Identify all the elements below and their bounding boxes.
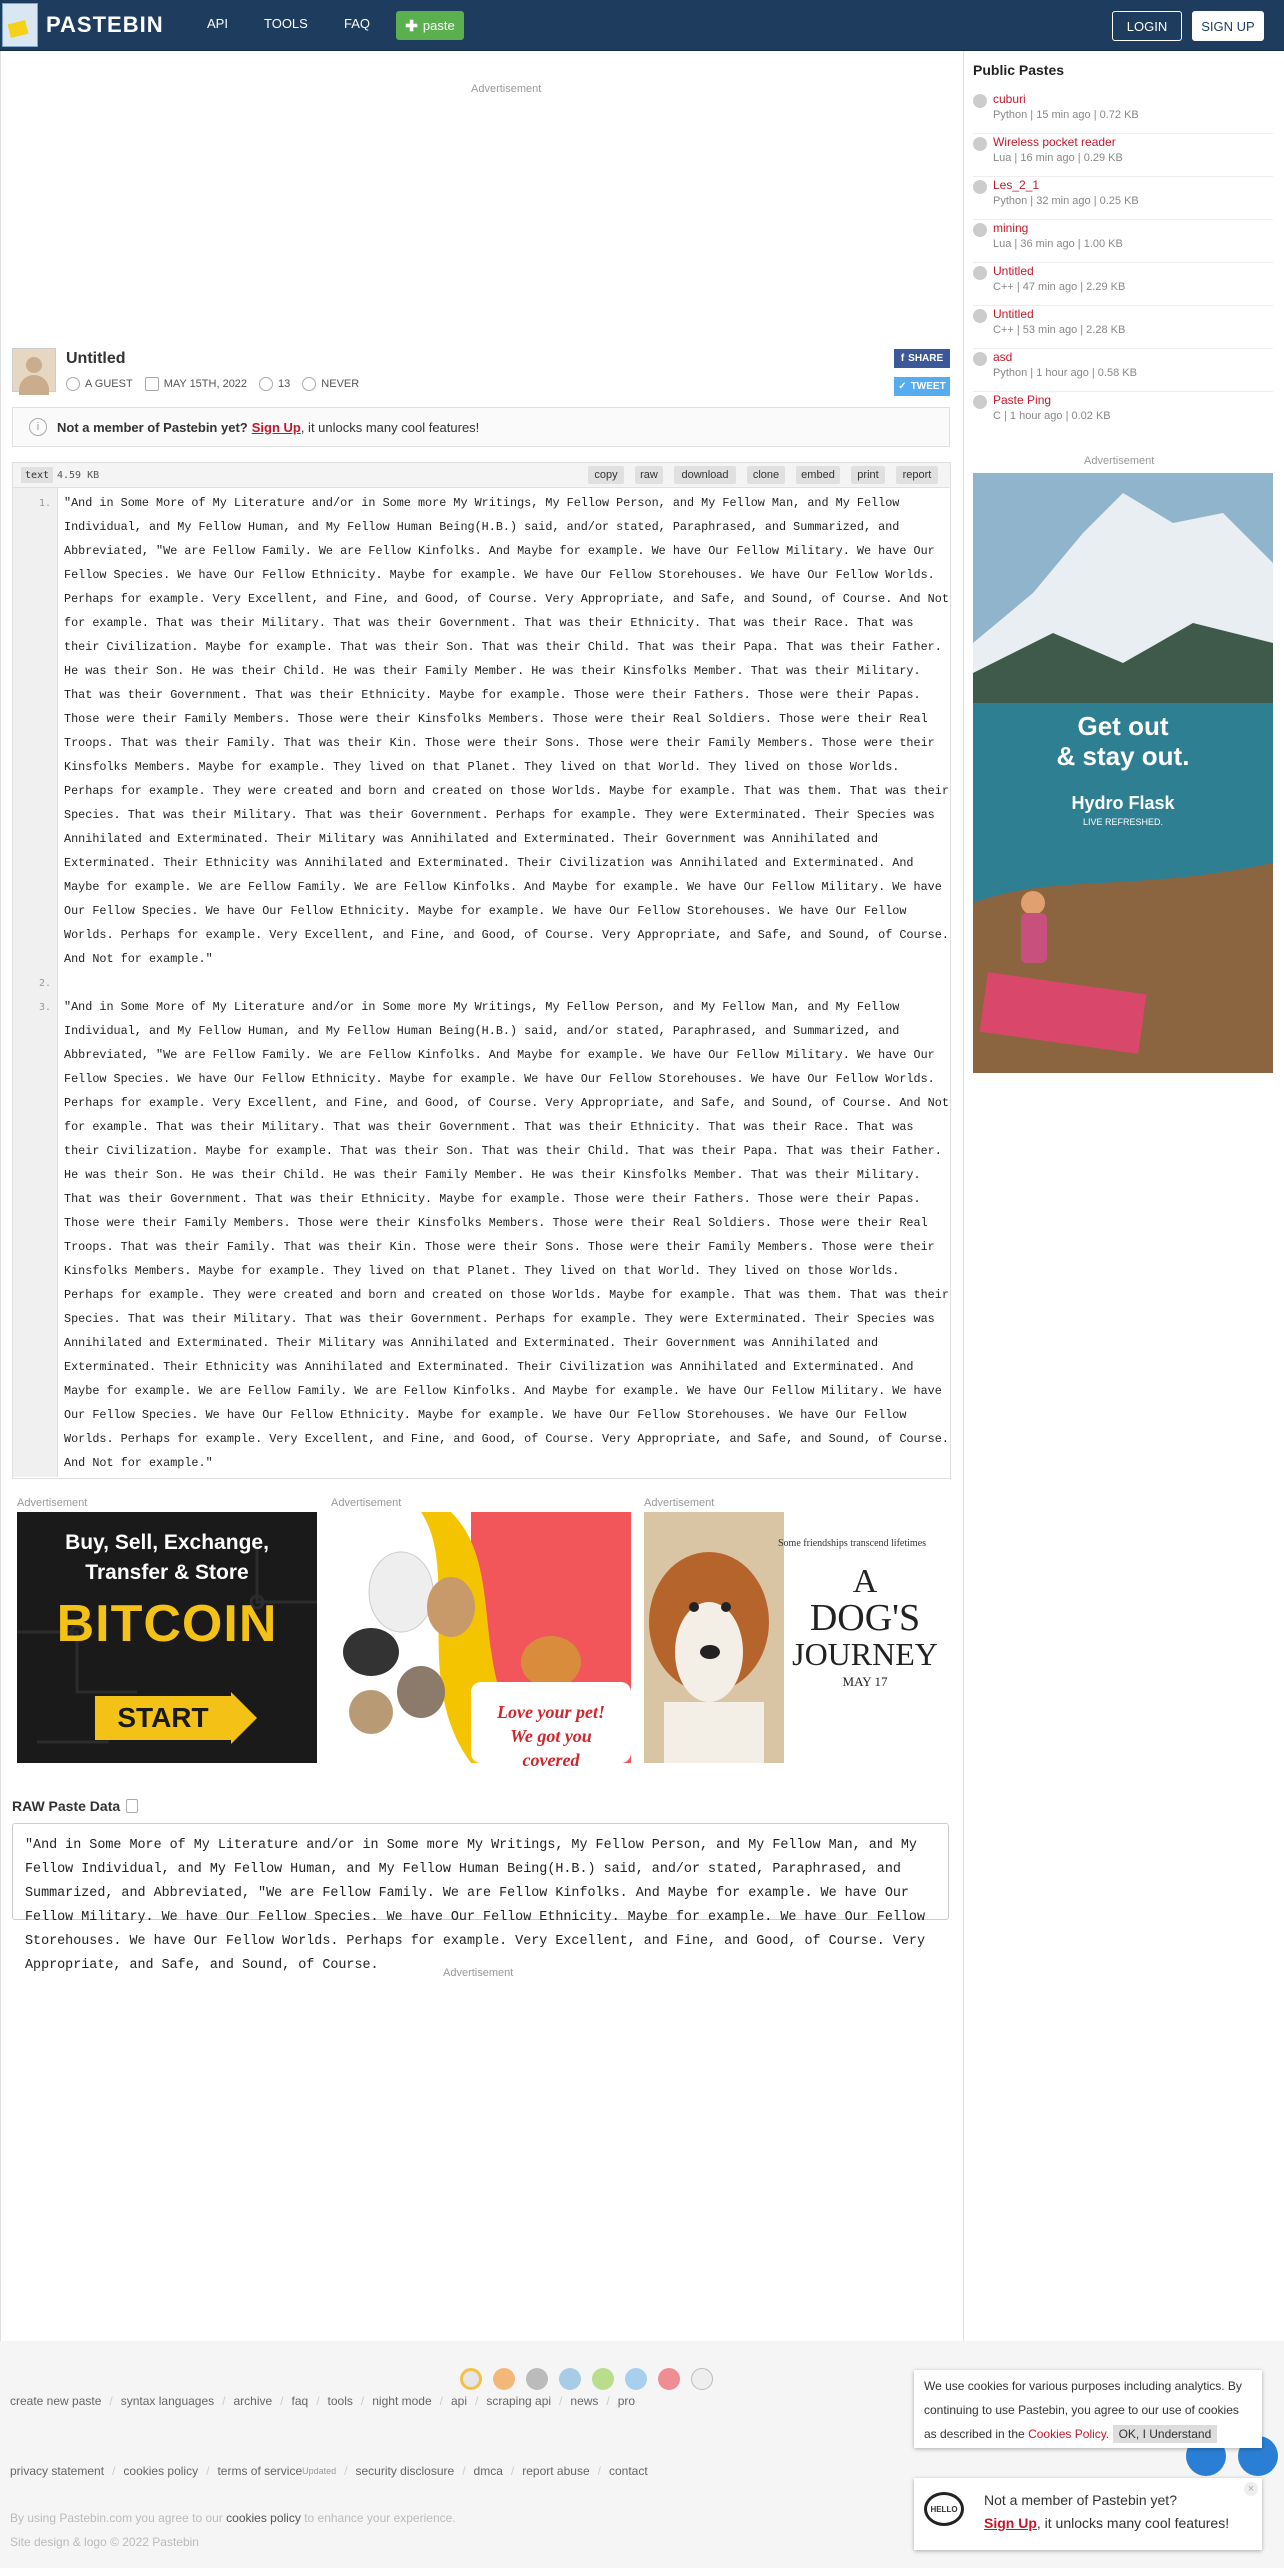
bitcoin-ad-line1: Buy, Sell, Exchange, xyxy=(65,1531,269,1554)
movie-ad[interactable] xyxy=(644,1497,944,1763)
footer-cookies-link[interactable]: cookies policy xyxy=(226,2511,301,2525)
public-paste-link[interactable]: Paste Ping xyxy=(993,393,1052,407)
info-icon: i xyxy=(29,418,47,436)
public-paste-link[interactable]: cuburi xyxy=(993,92,1026,106)
pets-ad-line2: We got you covered xyxy=(510,1726,592,1770)
raw-paste-header xyxy=(12,1798,138,1814)
globe-icon xyxy=(973,395,987,409)
firefox-icon[interactable] xyxy=(493,2368,515,2390)
new-paste-label: paste xyxy=(422,18,455,33)
app-store-icons xyxy=(460,2368,724,2390)
bitcoin-ad-headline: BITCOIN xyxy=(56,1595,278,1653)
globe-icon xyxy=(973,223,987,237)
clock-icon xyxy=(302,377,316,391)
public-paste-meta: Python | 1 hour ago | 0.58 KB xyxy=(993,367,1137,379)
globe-icon xyxy=(973,309,987,323)
agree-pre: By using Pastebin.com you agree to our xyxy=(10,2511,223,2525)
footer-copyright: Site design & logo © 2022 Pastebin xyxy=(10,2535,199,2549)
updated-badge: Updated xyxy=(302,2466,337,2476)
public-paste-item[interactable] xyxy=(973,263,1273,306)
login-button[interactable]: LOGIN xyxy=(1112,11,1182,41)
ios-app-icon[interactable] xyxy=(625,2368,647,2390)
paste-size: 4.59 KB xyxy=(57,469,100,481)
public-paste-item[interactable] xyxy=(973,306,1273,349)
android-icon[interactable] xyxy=(592,2368,614,2390)
footer-api[interactable]: api xyxy=(450,2394,467,2408)
new-paste-button[interactable] xyxy=(396,11,464,40)
sidebar-ad-label: Advertisement xyxy=(1084,455,1155,467)
bitcoin-ad[interactable] xyxy=(17,1497,317,1763)
bitcoin-ad-line2: Transfer & Store xyxy=(85,1561,249,1584)
paste-title: Untitled xyxy=(66,350,126,367)
eye-icon xyxy=(259,377,273,391)
signup-popup-text: Not a member of Pastebin yet? xyxy=(984,2492,1177,2508)
globe-icon xyxy=(973,137,987,151)
cookie-policy-link[interactable]: Cookies Policy. xyxy=(1028,2427,1110,2441)
cookie-consent-popup xyxy=(914,2370,1262,2448)
pets-ad-line1: Love your pet! xyxy=(497,1702,605,1722)
share-label: SHARE xyxy=(908,353,944,364)
line-number: 2. xyxy=(38,978,51,989)
signup-button[interactable]: SIGN UP xyxy=(1192,11,1264,41)
footer-cookies-policy[interactable]: cookies policy xyxy=(123,2464,199,2478)
raw-paste-label: RAW Paste Data xyxy=(12,1798,121,1814)
footer-syntax-languages[interactable]: syntax languages xyxy=(120,2394,215,2408)
copy-icon[interactable] xyxy=(126,1799,138,1813)
ad-label: Advertisement xyxy=(644,1497,715,1509)
cookie-text-1: We use cookies for various purposes including analytics. By xyxy=(924,2379,1242,2393)
twitter-icon: ✓ xyxy=(898,381,907,392)
twitter-share-button[interactable] xyxy=(894,377,950,396)
public-paste-item[interactable] xyxy=(973,349,1273,392)
globe-icon xyxy=(973,266,987,280)
footer-faq[interactable]: faq xyxy=(291,2394,309,2408)
top-navbar xyxy=(0,0,1284,51)
code-line-3: "And in Some More of My Literature and/or in Some more My Writings, My Fellow Person, and My Fellow Man, and My Fellow Individual, and My Fellow Human, and My Fellow Human Being(H.B.) said, and/or stated, Paraphrased, and Summarized, and Abbreviated, "We are Fellow Family. We are Fellow Kinfolks. And Maybe for example. We have Our Fellow Military. We have Our Fellow Species. We have Our Fellow Ethnicity. Maybe for example. We have Our Fellow Storehouses. We have Our Fellow Worlds. Perhaps for example. Very Excellent, and Fine, and Good, of Course. Very Appropriate, and Safe, and Sound, of Course. And Not for example. That was their Military. That was their Government. That was their Ethnicity. That was their Race. That was their Civilization. Maybe for example. That was their Son. That was their Child. That was their Papa. That was their Father. He was their Son. He was their Child. He was their Family Member. He was their Kinsfolks Member. That was their Military. That was their Government. That was their Ethnicity. Maybe for example. Those were their Fathers. Those were their Papas. Those were their Family Members. Those were their Kinsfolks Members. Those were their Real Soldiers. Those were their Real Troops. That was their Family. That was their Kin. Those were their Sons. Those were their Family Members. Those were their Kinsfolks Members. Maybe for example. They lived on that Planet. They lived on that World. They lived on those Worlds. Perhaps for example. They were created and born and created on those Worlds. Maybe for example. That was them. That was their Species. That was their Military. That was their Government. Perhaps for example. They were Exterminated. Their Species was Annihilated and Exterminated. Their Military was Annihilated and Exterminated. Their Government was Annihilated and Exterminated. Their Ethnicity was Annihilated and Exterminated. Their Civilization was Annihilated and Exterminated. And Maybe for example. We are Fellow Family. We are Fellow Kinfolks. And Maybe for example. We have Our Fellow Military. We have Our Fellow Species. We have Our Fellow Ethnicity. Maybe for example. We have Our Fellow Storehouses. We have Our Fellow Worlds. Perhaps for example. Very Excellent, and Fine, and Good, of Course. Very Appropriate, and Safe, and Sound, of Course. And Not for example." xyxy=(64,1000,957,1470)
ad-brand-tagline: LIVE REFRESHED. xyxy=(1082,817,1164,827)
ad-label: Advertisement xyxy=(17,1497,88,1509)
footer-privacy[interactable]: privacy statement xyxy=(10,2464,105,2478)
line-number: 1. xyxy=(38,498,51,509)
signup-popup-link[interactable]: Sign Up xyxy=(984,2515,1037,2531)
public-paste-link[interactable]: Wireless pocket reader xyxy=(993,135,1116,149)
public-paste-link[interactable]: mining xyxy=(993,221,1029,235)
close-icon[interactable]: × xyxy=(1244,2482,1258,2496)
globe-icon xyxy=(973,352,987,366)
hello-bubble-icon: HELLO xyxy=(924,2492,964,2526)
public-paste-link[interactable]: asd xyxy=(993,350,1013,364)
edge-icon[interactable] xyxy=(691,2368,713,2390)
ad-headline-2: & stay out. xyxy=(1056,741,1190,771)
public-paste-item[interactable] xyxy=(973,220,1273,263)
facebook-icon: f xyxy=(900,353,905,364)
footer-scraping-api[interactable]: scraping api xyxy=(486,2394,552,2408)
syntax-badge[interactable]: text xyxy=(21,467,53,483)
public-paste-meta: C++ | 53 min ago | 2.28 KB xyxy=(993,324,1126,336)
ad-label: Advertisement xyxy=(331,1497,402,1509)
arrow-icon xyxy=(231,1692,257,1744)
ad-brand: Hydro Flask xyxy=(1071,793,1175,813)
footer-agree-text xyxy=(10,2511,456,2525)
bitcoin-ad-start[interactable]: START xyxy=(95,1696,231,1740)
chrome-icon[interactable] xyxy=(460,2368,482,2390)
footer-create-paste[interactable]: create new paste xyxy=(10,2394,102,2408)
public-paste-item[interactable] xyxy=(973,177,1273,220)
clone-button[interactable]: clone xyxy=(747,466,785,484)
footer-report-abuse[interactable]: report abuse xyxy=(522,2464,590,2478)
paste-views: 13 xyxy=(278,378,291,390)
movie-tagline: Some friendships transcend lifetimes xyxy=(778,1538,927,1549)
footer-links-row1: create new paste / syntax languages / archive / faq / tools / night mode / api / scraping api / news / pro xyxy=(10,2394,636,2408)
user-icon xyxy=(66,377,80,391)
print-button[interactable]: print xyxy=(851,466,885,484)
brand-name: PASTEBIN xyxy=(46,12,164,37)
bottom-ad-label: Advertisement xyxy=(443,1967,514,1979)
paste-expire: NEVER xyxy=(321,378,360,390)
public-paste-meta: Python | 15 min ago | 0.72 KB xyxy=(993,109,1139,121)
pet-insurance-ad[interactable] xyxy=(331,1497,631,1770)
signup-popup xyxy=(914,2478,1262,2550)
public-paste-meta: Python | 32 min ago | 0.25 KB xyxy=(993,195,1139,207)
footer-contact[interactable]: contact xyxy=(608,2464,648,2478)
paste-date: MAY 15TH, 2022 xyxy=(163,378,248,390)
public-paste-item[interactable] xyxy=(973,91,1273,134)
pastebin-logo[interactable] xyxy=(2,3,164,47)
calendar-icon xyxy=(145,377,159,391)
download-button[interactable]: download xyxy=(674,466,736,484)
footer-archive[interactable]: archive xyxy=(233,2394,273,2408)
nav-faq[interactable]: FAQ xyxy=(344,16,371,31)
plus-icon: ✚ xyxy=(405,17,418,35)
notice-signup-link[interactable]: Sign Up xyxy=(251,419,301,435)
public-paste-link[interactable]: Les_2_1 xyxy=(993,178,1040,192)
paste-author[interactable]: A GUEST xyxy=(85,378,133,390)
paste-meta xyxy=(66,377,371,391)
notice-bold: Not a member of Pastebin yet? xyxy=(57,419,248,435)
footer-terms[interactable]: terms of service xyxy=(217,2464,303,2478)
apple-icon[interactable] xyxy=(526,2368,548,2390)
public-pastes-title: Public Pastes xyxy=(973,62,1065,78)
raw-paste-textarea[interactable]: "And in Some More of My Literature and/or in Some more My Writings, My Fellow Person, and My Fellow Man, and My Fellow Individual, and My Fellow Human, and My Fellow Human Being(H.B.) said, and/or stated, Paraphrased, and Summarized, and Abbreviated, "We are Fellow Family. We are Fellow Kinfolks. And Maybe for example. We have Our Fellow Military. We have Our Fellow Species. We have Our Fellow Ethnicity. Maybe for example. We have Our Fellow Storehouses. We have Our Fellow Worlds. Perhaps for example. Very Excellent, and Fine, and Good, of Course. Very Appropriate, and Safe, and Sound, of Course. xyxy=(12,1823,949,1920)
facebook-share-button[interactable] xyxy=(894,349,950,368)
logo-icon xyxy=(2,3,38,47)
footer-security[interactable]: security disclosure xyxy=(355,2464,455,2478)
mountain-lake-photo xyxy=(973,473,1273,1073)
hydroflask-ad[interactable] xyxy=(973,473,1273,1073)
public-paste-link[interactable]: Untitled xyxy=(993,307,1034,321)
cookie-ok-button[interactable]: OK, I Understand xyxy=(1113,2425,1218,2443)
footer-night-mode[interactable]: night mode xyxy=(372,2394,432,2408)
public-paste-meta: Lua | 36 min ago | 1.00 KB xyxy=(993,238,1123,250)
public-paste-item[interactable] xyxy=(973,392,1273,434)
paste-code-box xyxy=(12,462,957,1479)
raw-button[interactable]: raw xyxy=(635,466,663,484)
dog-illustration xyxy=(644,1512,784,1763)
footer-links-row2: privacy statement / cookies policy / terms of service Updated / security disclosure / dmca / report abuse / contact xyxy=(10,2464,648,2478)
tweet-label: TWEET xyxy=(910,381,946,392)
line-number: 3. xyxy=(38,1002,51,1013)
nav-api[interactable]: API xyxy=(207,16,228,31)
opera-icon[interactable] xyxy=(658,2368,680,2390)
agree-post: to enhance your experience. xyxy=(304,2511,456,2525)
line-gutter xyxy=(13,488,58,1477)
movie-title-journey: JOURNEY xyxy=(792,1636,938,1672)
ad-headline-1: Get out xyxy=(1077,711,1169,741)
movie-release-date: MAY 17 xyxy=(842,1674,888,1689)
top-ad-label: Advertisement xyxy=(471,83,542,95)
signup-popup-rest: , it unlocks many cool features! xyxy=(1036,2515,1230,2531)
movie-title-dogs: DOG'S xyxy=(809,1597,921,1639)
public-paste-meta: Lua | 16 min ago | 0.29 KB xyxy=(993,152,1123,164)
public-paste-meta: C++ | 47 min ago | 2.29 KB xyxy=(993,281,1126,293)
code-toolbar xyxy=(13,463,950,488)
footer-dmca[interactable]: dmca xyxy=(473,2464,503,2478)
footer-tools[interactable]: tools xyxy=(327,2394,353,2408)
globe-icon xyxy=(973,94,987,108)
movie-title-a: A xyxy=(852,1563,878,1600)
code-line-1: "And in Some More of My Literature and/or in Some more My Writings, My Fellow Person, and My Fellow Man, and My Fellow Individual, and My Fellow Human, and My Fellow Human Being(H.B.) said, and/or stated, Paraphrased, and Summarized, and Abbreviated, "We are Fellow Family. We are Fellow Kinfolks. And Maybe for example. We have Our Fellow Military. We have Our Fellow Species. We have Our Fellow Ethnicity. Maybe for example. We have Our Fellow Storehouses. We have Our Fellow Worlds. Perhaps for example. Very Excellent, and Fine, and Good, of Course. Very Appropriate, and Safe, and Sound, of Course. And Not for example. That was their Military. That was their Government. That was their Ethnicity. That was their Race. That was their Civilization. Maybe for example. That was their Son. That was their Child. That was their Papa. That was their Father. He was their Son. He was their Child. He was their Family Member. He was their Kinsfolks Member. That was their Military. That was their Government. That was their Ethnicity. Maybe for example. Those were their Fathers. Those were their Papas. Those were their Family Members. Those were their Kinsfolks Members. Those were their Real Soldiers. Those were their Real Troops. That was their Family. That was their Kin. Those were their Sons. Those were their Family Members. Those were their Kinsfolks Members. Maybe for example. They lived on that Planet. They lived on that World. They lived on those Worlds. Perhaps for example. They were created and born and created on those Worlds. Maybe for example. That was them. That was their Species. That was their Military. That was their Government. Perhaps for example. They were Exterminated. Their Species was Annihilated and Exterminated. Their Military was Annihilated and Exterminated. Their Government was Annihilated and Exterminated. Their Ethnicity was Annihilated and Exterminated. Their Civilization was Annihilated and Exterminated. And Maybe for example. We are Fellow Family. We are Fellow Kinfolks. And Maybe for example. We have Our Fellow Military. We have Our Fellow Species. We have Our Fellow Ethnicity. Maybe for example. We have Our Fellow Storehouses. We have Our Fellow Worlds. Perhaps for example. Very Excellent, and Fine, and Good, of Course. Very Appropriate, and Safe, and Sound, of Course. And Not for example." xyxy=(64,496,957,966)
public-paste-meta: C | 1 hour ago | 0.02 KB xyxy=(993,410,1111,422)
guest-avatar xyxy=(12,348,56,392)
public-paste-item[interactable] xyxy=(973,134,1273,177)
footer-news[interactable]: news xyxy=(570,2394,599,2408)
cookie-text-2: continuing to use Pastebin, you agree to our use of cookies xyxy=(924,2403,1239,2417)
footer-pro[interactable]: pro xyxy=(617,2394,636,2408)
copy-button[interactable]: copy xyxy=(588,466,624,484)
signup-notice xyxy=(12,407,950,447)
cookie-text-3: as described in the xyxy=(924,2427,1025,2441)
globe-icon xyxy=(973,180,987,194)
windows-icon[interactable] xyxy=(559,2368,581,2390)
nav-tools[interactable]: TOOLS xyxy=(264,16,308,31)
embed-button[interactable]: embed xyxy=(796,466,840,484)
report-button[interactable]: report xyxy=(896,466,938,484)
public-paste-link[interactable]: Untitled xyxy=(993,264,1034,278)
notice-rest: , it unlocks many cool features! xyxy=(300,419,480,435)
